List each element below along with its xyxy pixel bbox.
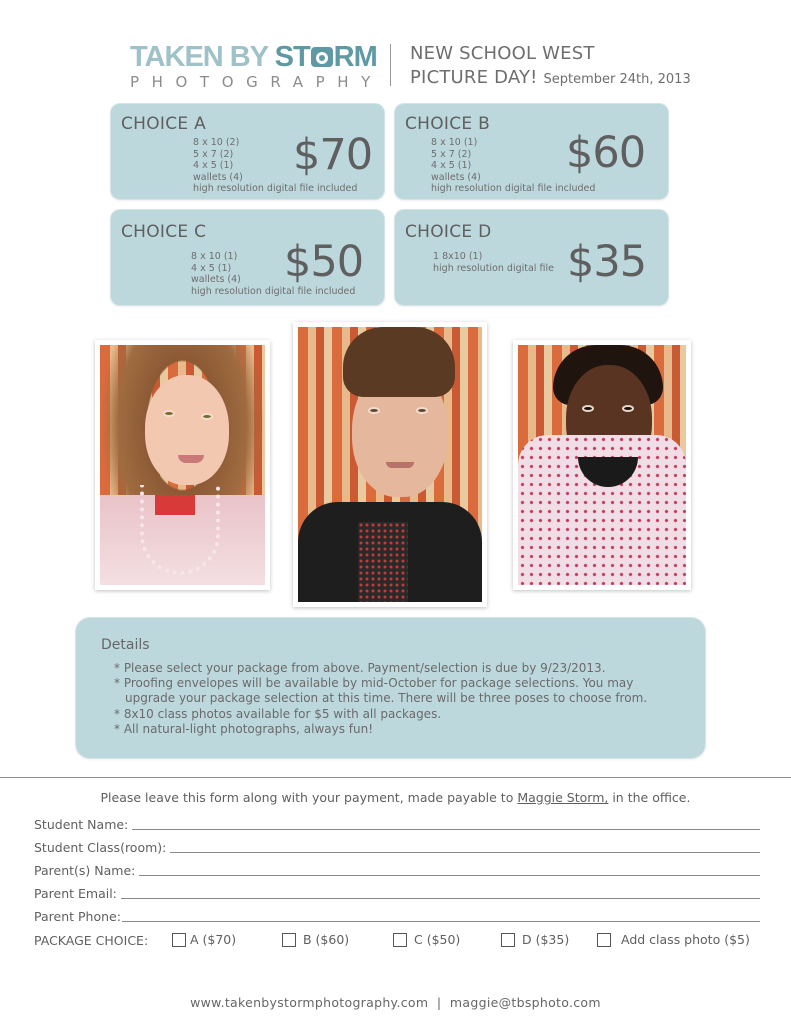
choice-item: 4 x 5 (1) <box>431 160 472 171</box>
photo-hair <box>343 327 455 397</box>
event-title <box>410 42 691 92</box>
choice-price: $50 <box>284 237 364 287</box>
package-option-label: C ($50) <box>414 932 461 947</box>
checkbox-a[interactable] <box>172 933 186 947</box>
parent-email-row <box>34 884 760 902</box>
photo-eye <box>622 405 634 412</box>
choice-item: high resolution digital file included <box>193 183 358 194</box>
student-name-label: Student Name: <box>34 817 129 832</box>
choice-item: wallets (4) <box>431 171 481 183</box>
parent-email-field[interactable] <box>121 898 760 899</box>
photo-boy-center <box>293 322 487 607</box>
choice-items <box>433 251 554 274</box>
header-divider <box>390 44 391 86</box>
package-option-d[interactable] <box>501 932 569 947</box>
parent-phone-field[interactable] <box>122 921 760 922</box>
details-panel <box>76 618 705 758</box>
choice-price: $70 <box>293 130 373 180</box>
logo-text-storm: ST RM <box>274 41 377 73</box>
form-instructions <box>0 790 791 805</box>
logo-text-taken-by: TAKEN BY <box>130 41 275 73</box>
details-line: * 8x10 class photos available for $5 with all packages. <box>114 706 442 721</box>
event-school: NEW SCHOOL WEST <box>410 43 595 64</box>
photo-necklace <box>140 485 220 575</box>
photo-shirt <box>358 522 408 602</box>
checkbox-c[interactable] <box>393 933 407 947</box>
package-option-label: A ($70) <box>190 932 237 947</box>
details-line: upgrade your package selection at this time. There will be three poses to choose from. <box>125 691 648 706</box>
checkbox-b[interactable] <box>282 933 296 947</box>
parent-name-row <box>34 861 760 879</box>
choice-a-card <box>111 104 384 199</box>
choice-item: 8 x 10 (2) <box>193 137 240 148</box>
photo-eye <box>416 407 428 414</box>
event-picture-day-text: PICTURE DAY! <box>410 67 538 88</box>
choice-item: high resolution digital file included <box>191 285 356 297</box>
package-choice-label: PACKAGE CHOICE: <box>34 933 149 948</box>
logo-text-rm: RM <box>333 41 377 73</box>
choice-item: 1 8x10 (1) <box>433 251 483 262</box>
photo-eye <box>368 407 380 414</box>
instructions-text: Please leave this form along with your payment, made payable to <box>100 790 518 805</box>
choice-item: high resolution digital file included <box>431 183 596 194</box>
parent-email-label: Parent Email: <box>34 886 117 901</box>
package-option-class-photo[interactable] <box>597 932 750 947</box>
parent-name-label: Parent(s) Name: <box>34 863 136 878</box>
logo-wordmark <box>130 41 377 73</box>
student-class-label: Student Class(room): <box>34 840 167 855</box>
choice-c-card <box>111 210 384 305</box>
choice-item: 8 x 10 (1) <box>191 251 238 262</box>
choice-d-card <box>395 210 668 305</box>
checkbox-d[interactable] <box>501 933 515 947</box>
photo-image <box>518 345 686 585</box>
parent-name-field[interactable] <box>139 875 760 876</box>
details-line: * All natural-light photographs, always fun! <box>114 721 374 736</box>
choice-item: 5 x 7 (2) <box>431 148 472 160</box>
event-picture-day <box>410 66 691 92</box>
package-option-c[interactable] <box>393 932 460 947</box>
choice-title: CHOICE B <box>405 114 491 134</box>
photo-face <box>145 375 229 485</box>
photo-mouth <box>178 455 204 463</box>
package-choice-row <box>34 932 774 952</box>
section-divider <box>0 777 791 778</box>
photo-girl-left <box>95 340 270 590</box>
photo-mouth <box>386 462 414 468</box>
choice-title: CHOICE C <box>121 222 207 242</box>
choice-item: wallets (4) <box>193 171 243 183</box>
event-date: September 24th, 2013 <box>543 72 691 87</box>
student-class-row <box>34 838 760 856</box>
choice-item: 5 x 7 (2) <box>193 148 234 160</box>
details-list <box>114 661 647 737</box>
photo-eye <box>163 410 175 417</box>
choice-price: $60 <box>566 128 646 178</box>
package-option-label: B ($60) <box>303 932 350 947</box>
payee-name: Maggie Storm, <box>517 790 609 805</box>
parent-phone-label: Parent Phone: <box>34 909 121 924</box>
photo-girl-right <box>513 340 691 590</box>
package-option-a[interactable] <box>172 932 236 947</box>
photo-image <box>100 345 265 585</box>
choice-price: $35 <box>567 237 647 287</box>
choice-item: 4 x 5 (1) <box>193 160 234 171</box>
student-class-field[interactable] <box>170 852 760 853</box>
details-line: * Please select your package from above. Payment/selection is due by 9/23/2013. <box>114 661 606 675</box>
details-title: Details <box>101 637 150 653</box>
choice-item: 8 x 10 (1) <box>431 137 478 148</box>
student-name-row <box>34 815 760 833</box>
choice-b-card <box>395 104 668 199</box>
camera-icon <box>311 47 333 67</box>
photo-eye <box>582 405 594 412</box>
checkbox-class-photo[interactable] <box>597 933 611 947</box>
photo-eye <box>201 413 213 420</box>
package-option-label: Add class photo ($5) <box>621 932 750 947</box>
package-option-b[interactable] <box>282 932 349 947</box>
logo-subtitle: PHOTOGRAPHY <box>130 73 383 91</box>
choice-title: CHOICE A <box>121 114 207 134</box>
parent-phone-row <box>34 907 760 925</box>
choice-item: wallets (4) <box>191 274 241 285</box>
details-line: * Proofing envelopes will be available by mid-October for package selections. You may <box>114 676 634 691</box>
choice-item: 4 x 5 (1) <box>191 262 232 274</box>
logo <box>130 41 383 91</box>
photo-image <box>298 327 482 602</box>
student-name-field[interactable] <box>132 829 760 830</box>
package-option-label: D ($35) <box>522 932 570 947</box>
choice-item: high resolution digital file <box>433 262 554 274</box>
choice-title: CHOICE D <box>405 222 492 242</box>
instructions-text-end: in the office. <box>608 790 691 805</box>
footer-contact: www.takenbystormphotography.com | maggie@tbsphoto.com <box>190 995 601 1010</box>
